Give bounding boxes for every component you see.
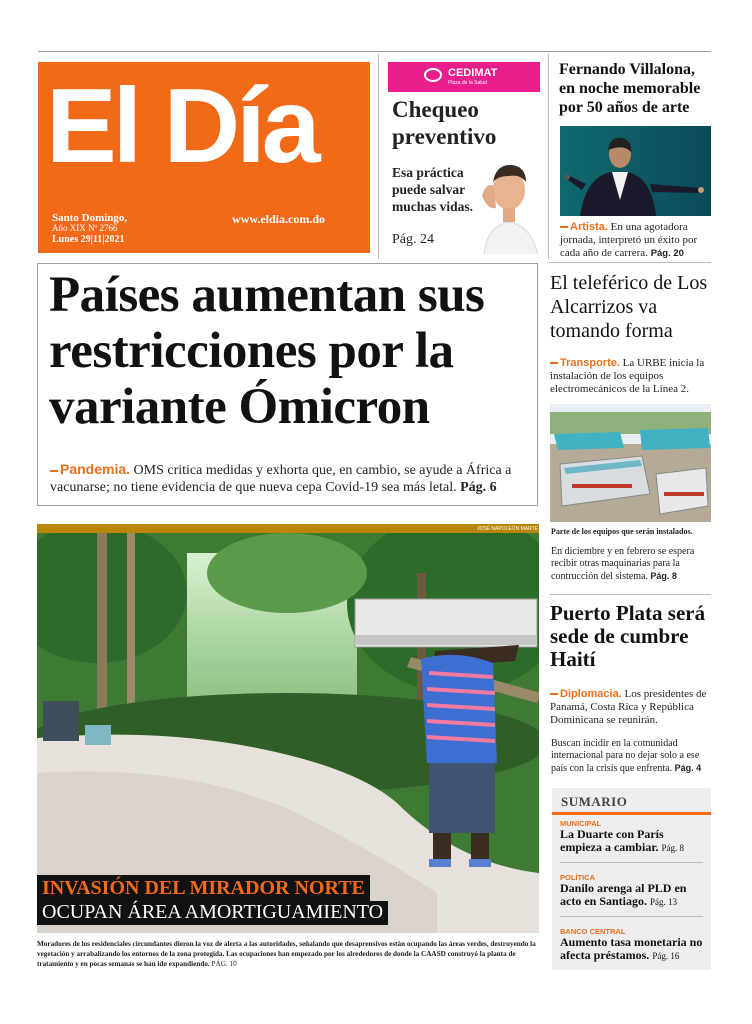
sumario-item-text: La Duarte con París empieza a cambiar. (560, 827, 664, 854)
sumario-item-section: POLÍTICA (560, 873, 595, 882)
overlay-line1: INVASIÓN DEL MIRADOR NORTE (37, 875, 370, 901)
puerto-plata-kicker: Diplomacia. (550, 688, 622, 700)
sumario-item[interactable] (560, 873, 708, 909)
puerto-plata-more (551, 738, 711, 775)
teleferico-caption: Parte de los equipos que serán instalados. (551, 527, 693, 536)
photo-page: PÁG. 10 (211, 960, 237, 968)
sumario-title: SUMARIO (561, 794, 628, 809)
teleferico-kicker: Transporte. (550, 357, 620, 369)
puerto-plata-headline[interactable]: Puerto Plata será sede de cumbre Haití (550, 601, 706, 671)
photo-caption-block (37, 939, 539, 969)
fernando-text: En una agotadora jornada, interpretó un éxito por cada año de carrera. (560, 221, 698, 259)
sumario-item-page: Pág. 13 (650, 897, 677, 907)
teleferico-headline[interactable]: El teleférico de Los Alcarrizos va tomando forma (550, 272, 708, 342)
masthead-date: Lunes 29|11|2021 (52, 234, 125, 245)
ad-body: Esa práctica puede salvar muchas vidas. (392, 165, 474, 214)
overlay-line2: OCUPAN ÁREA AMORTIGUAMIENTO (37, 901, 388, 925)
sumario-item-section: BANCO CENTRAL (560, 927, 626, 936)
masthead-issue: Año XIX Nº 2766 (52, 223, 118, 233)
fernando-summary (560, 221, 712, 260)
sumario-item[interactable] (560, 819, 708, 855)
lead-page: Pág. 6 (460, 480, 497, 495)
lead-kicker: Pandemia. (50, 461, 130, 477)
teleferico-more-text: En diciembre y en febrero se espera recibir otras maquinarias para la contrucción del sistema. (551, 546, 695, 582)
teleferico-more (551, 546, 711, 583)
teleferico-text: La URBE inicia la instalación de los equipos electromecánicos de la Línea 2. (550, 357, 705, 395)
puerto-plata-text: Los presidentes de Panamá, Costa Rica y República Dominicana se reunirán. (550, 688, 707, 726)
photo-credit: JOSÉ NAPOLEÓN MARTE (476, 526, 538, 532)
photo-overlay (37, 875, 387, 925)
cedimat-tagline: Plaza de la Salud (448, 80, 487, 86)
cedimat-logo-icon (424, 68, 442, 82)
puerto-plata-page: Pág. 4 (674, 763, 702, 773)
lead-story-box (37, 263, 538, 506)
fernando-headline[interactable]: Fernando Villalona, en noche memorable por 50 años de arte (559, 61, 701, 116)
sumario-item-page: Pág. 8 (661, 843, 685, 853)
cedimat-ad[interactable] (388, 62, 540, 254)
ad-title: Chequeo preventivo (392, 97, 497, 149)
masthead-logo[interactable]: El Día (46, 67, 317, 185)
masthead-city: Santo Domingo, (52, 212, 128, 224)
puerto-plata-more-text: Buscan incidir en la comunidad internacional para no dejar solo a ese país con la crisis que enfrenta. (551, 738, 700, 774)
sumario-item-section: MUNICIPAL (560, 819, 602, 828)
teleferico-photo[interactable] (550, 404, 711, 522)
fernando-kicker: Artista. (560, 221, 608, 233)
ad-page-ref: Pág. 24 (392, 232, 434, 247)
teleferico-page: Pág. 8 (650, 571, 677, 581)
masthead (38, 62, 370, 253)
ad-man-photo (476, 152, 540, 254)
photo-caption: Moradores de los residenciales circundantes dieron la voz de alerta a las autoridades, señalando que desaprensivos están ocupando las áreas verdes, destruyendo la vegetación y arrabalizando los entornos de la zona protegida. Las ocupaciones han empezado por los alrededores de donde la CAASD construyó la planta de tratamiento y en pocas semanas se han ido expandiendo. (37, 940, 536, 968)
sumario-item[interactable] (560, 927, 708, 963)
sumario-box (552, 788, 711, 970)
cedimat-brand: CEDIMAT (448, 67, 498, 79)
cedimat-banner (388, 62, 540, 92)
sumario-item-page: Pág. 16 (652, 951, 680, 961)
puerto-plata-summary (550, 688, 712, 727)
lead-headline[interactable]: Países aumentan sus restricciones por la variante Ómicron (49, 267, 485, 435)
lead-text: OMS critica medidas y exhorta que, en cambio, se ayude a África a vacunarse; no tiene evidencia de que nueva cepa Covid-19 sea más letal. (50, 463, 512, 495)
fernando-page: Pág. 20 (650, 248, 684, 259)
fernando-photo[interactable] (560, 126, 711, 216)
lead-summary (50, 461, 530, 496)
teleferico-summary (550, 357, 712, 396)
sumario-item-text: Danilo arenga al PLD en acto en Santiago. (560, 881, 687, 908)
masthead-website[interactable]: www.eldia.com.do (232, 212, 325, 226)
main-photo[interactable] (37, 533, 539, 933)
sumario-item-text: Aumento tasa monetaria no afecta préstamos. (560, 935, 703, 962)
